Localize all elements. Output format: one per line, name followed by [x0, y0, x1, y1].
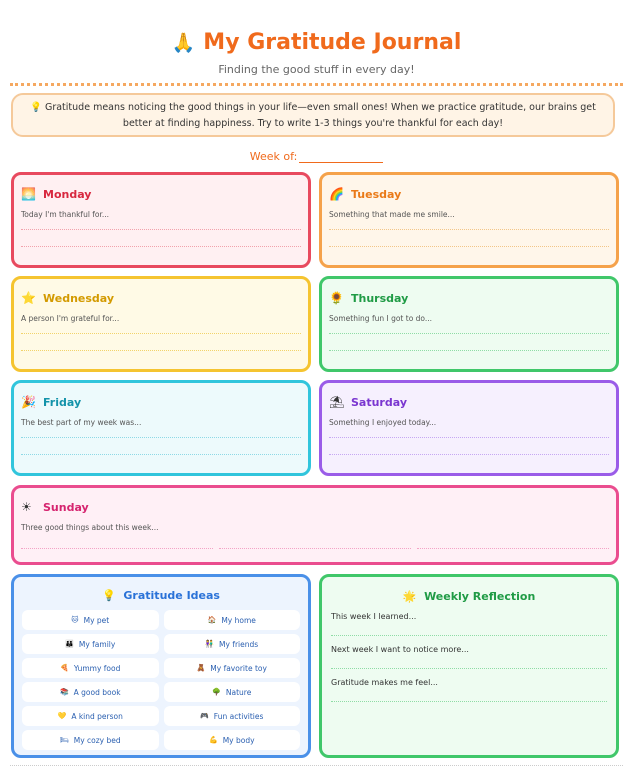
writing-lines-monday[interactable] [21, 229, 301, 263]
reflection-question: Next week I want to notice more... [331, 645, 469, 654]
day-name-wednesday: Wednesday [43, 291, 115, 305]
gratitude-ideas-card [11, 574, 311, 758]
idea-label: My pet [83, 615, 110, 625]
journal-header [0, 0, 633, 76]
week-of-label: Week of: [249, 150, 298, 163]
party-popper-icon: 🎉 [21, 395, 36, 409]
reflection-question: Gratitude makes me feel... [331, 678, 438, 687]
house-icon: 🏠 [207, 616, 217, 624]
day-prompt-sunday: Three good things about this week... [21, 523, 159, 532]
idea-label: Fun activities [213, 711, 264, 721]
week-of-input-line[interactable] [299, 150, 383, 163]
tree-icon: 🌳 [212, 688, 221, 696]
day-prompt-saturday: Something I enjoyed today... [329, 418, 437, 427]
idea-label: A good book [73, 687, 121, 697]
lightbulb-icon: 💡 [102, 589, 116, 602]
writing-lines-saturday[interactable] [329, 437, 609, 471]
beach-icon: ⛱ [329, 395, 345, 409]
reflection-answer-line[interactable] [331, 701, 607, 702]
bed-icon: 🛏 [59, 736, 69, 744]
day-name-thursday: Thursday [351, 291, 409, 305]
weekly-reflection-title [331, 590, 607, 603]
intro-text: Gratitude means noticing the good things in your life—even small ones! When we practice gratitude, our brains get better at finding happiness. Try to write 1-3 things you're thankful for each day! [44, 102, 596, 129]
idea-item [164, 658, 301, 678]
idea-label: My friends [219, 639, 259, 649]
idea-label: Yummy food [73, 663, 121, 673]
idea-item [164, 610, 301, 630]
sunrise-icon: 🌅 [21, 187, 36, 201]
idea-label: My family [78, 639, 116, 649]
writing-lines-friday[interactable] [21, 437, 301, 471]
gratitude-ideas-title-text: Gratitude Ideas [123, 589, 220, 602]
reflection-question: This week I learned... [331, 612, 417, 621]
idea-item [22, 658, 159, 678]
sunflower-icon: 🌻 [329, 291, 344, 305]
friends-icon: 👫 [205, 640, 215, 648]
day-prompt-monday: Today I'm thankful for... [21, 210, 110, 219]
cat-icon: 🐱 [71, 616, 79, 624]
reflection-answer-line[interactable] [331, 635, 607, 636]
idea-item [164, 706, 301, 726]
page-subtitle: Finding the good stuff in every day! [218, 63, 415, 76]
day-name-sunday: Sunday [43, 500, 89, 514]
day-name-friday: Friday [43, 395, 82, 409]
footer-divider [10, 765, 623, 766]
idea-item [22, 730, 159, 750]
books-icon: 📚 [59, 688, 69, 696]
idea-item [164, 634, 301, 654]
teddy-bear-icon: 🧸 [196, 664, 206, 672]
writing-lines-tuesday[interactable] [329, 229, 609, 263]
day-card-monday [11, 172, 311, 268]
day-name-tuesday: Tuesday [351, 187, 402, 201]
day-card-friday [11, 380, 311, 476]
sun-icon: ☀ [21, 500, 32, 514]
family-icon: 👪 [65, 640, 74, 648]
idea-label: My cozy bed [73, 735, 121, 745]
praying-hands-icon: 🙏 [171, 32, 196, 54]
heart-icon: 💛 [57, 712, 67, 720]
day-prompt-tuesday: Something that made me smile... [329, 210, 455, 219]
game-controller-icon: 🎮 [200, 712, 209, 720]
day-name-monday: Monday [43, 187, 92, 201]
flexed-arm-icon: 💪 [208, 736, 218, 744]
idea-item [22, 634, 159, 654]
idea-item [22, 706, 159, 726]
day-card-saturday [319, 380, 619, 476]
idea-label: My body [222, 735, 255, 745]
gratitude-ideas-grid [14, 602, 308, 750]
idea-item [22, 682, 159, 702]
glowing-star-icon: 🌟 [402, 590, 417, 603]
idea-item [164, 682, 301, 702]
intro-box [11, 93, 615, 137]
header-divider [10, 83, 623, 86]
day-card-tuesday [319, 172, 619, 268]
day-card-sunday [11, 485, 619, 565]
day-prompt-friday: The best part of my week was... [21, 418, 142, 427]
rainbow-icon: 🌈 [329, 187, 344, 201]
reflection-answer-line[interactable] [331, 668, 607, 669]
weekly-reflection-title-text: Weekly Reflection [424, 590, 536, 603]
gratitude-ideas-title [14, 589, 308, 602]
pizza-icon: 🍕 [60, 664, 69, 672]
weekly-reflection-card [319, 574, 619, 758]
idea-item [164, 730, 301, 750]
idea-label: My favorite toy [210, 663, 267, 673]
day-card-thursday [319, 276, 619, 372]
page-title-text: My Gratitude Journal [203, 30, 462, 55]
writing-lines-sunday[interactable] [21, 548, 609, 549]
writing-lines-thursday[interactable] [329, 333, 609, 367]
idea-item [22, 610, 159, 630]
day-prompt-thursday: Something fun I got to do... [329, 314, 433, 323]
day-card-wednesday [11, 276, 311, 372]
lightbulb-icon: 💡 [30, 102, 42, 113]
week-of [0, 150, 633, 163]
star-icon: ⭐ [21, 291, 36, 305]
day-name-saturday: Saturday [351, 395, 407, 409]
day-prompt-wednesday: A person I'm grateful for... [21, 314, 120, 323]
writing-lines-wednesday[interactable] [21, 333, 301, 367]
idea-label: My home [221, 615, 256, 625]
page-title [0, 30, 633, 55]
idea-label: A kind person [71, 711, 123, 721]
idea-label: Nature [225, 687, 252, 697]
